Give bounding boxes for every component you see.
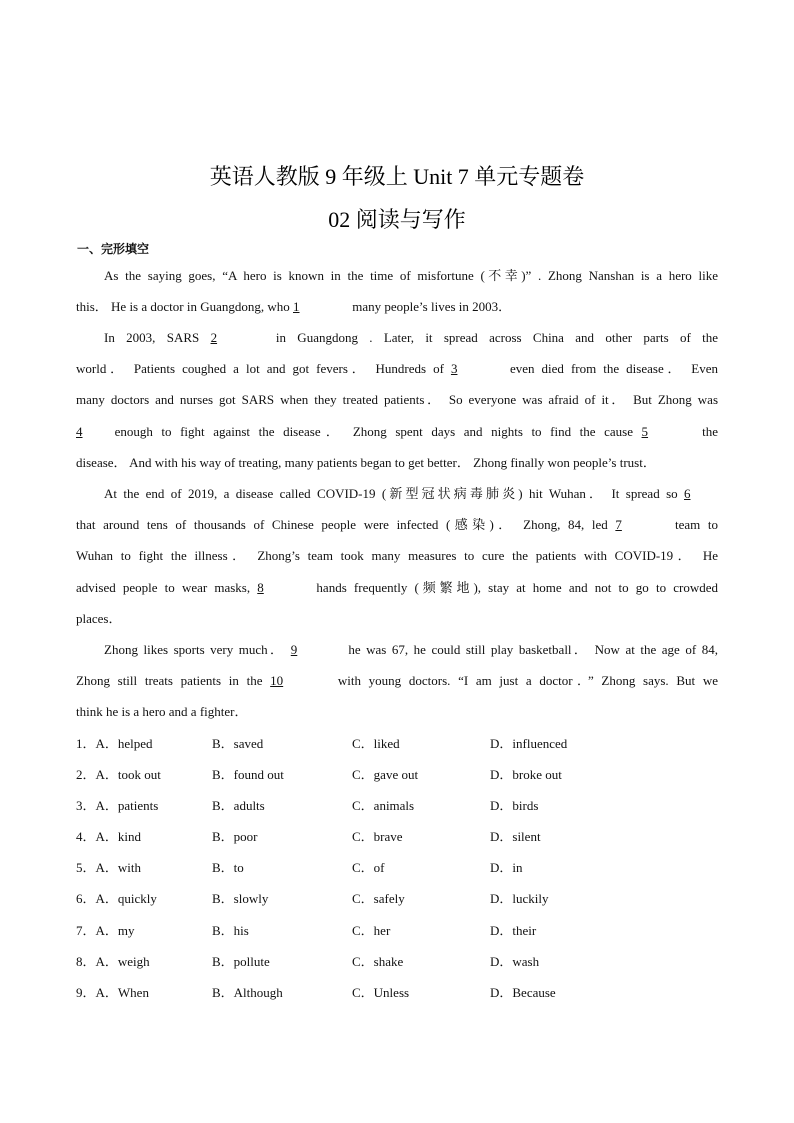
question-choice-a[interactable] — [76, 883, 157, 914]
blank-8[interactable]: 8 — [257, 579, 264, 595]
passage-paragraph-2 — [76, 322, 718, 478]
passage-text: advised people to wear masks, — [76, 579, 258, 595]
question-choice-c[interactable]: C．gave out — [352, 767, 419, 783]
passage-text: this． He is a doctor in Guangdong, who — [76, 299, 294, 315]
passage-text: Zhong still treats patients in the — [76, 673, 271, 689]
question-choice-a[interactable] — [76, 946, 150, 977]
question-number: 9． — [76, 984, 96, 1000]
question-choice-a[interactable] — [76, 821, 141, 852]
blank-10[interactable]: 10 — [270, 673, 284, 689]
passage-text: even died from the disease． Even — [502, 361, 719, 377]
question-choice-b[interactable]: B．Although — [212, 984, 283, 1000]
passage-text: enough to fight against the disease． Zhong spent days and nights to find the cause — [106, 423, 642, 439]
blank-3[interactable]: 3 — [450, 361, 458, 377]
question-choice-d[interactable]: D．their — [490, 922, 537, 938]
page-title: 英语人教版 9 年级上 Unit 7 单元专题卷 — [209, 164, 585, 189]
passage-paragraph-4 — [76, 634, 718, 728]
passage-line — [76, 634, 718, 665]
passage-line — [76, 416, 718, 447]
question-number: 5． — [76, 860, 96, 876]
question-choice-d[interactable]: D．in — [490, 860, 523, 876]
question-number: 2． — [76, 767, 96, 783]
question-choice-a[interactable] — [76, 915, 135, 946]
question-choice-c[interactable]: C．her — [352, 922, 391, 938]
choice-label: A．helped — [95, 736, 153, 751]
question-choice-d[interactable]: D．influenced — [490, 736, 568, 751]
question-number: 8． — [76, 953, 96, 969]
question-choice-c[interactable]: C．shake — [352, 953, 404, 969]
passage-text: world． Patients coughed a lot and got fevers． Hundreds of — [76, 361, 451, 377]
passage-paragraph-3 — [76, 478, 718, 634]
question-choice-a[interactable] — [76, 759, 161, 790]
question-number: 3． — [76, 798, 96, 814]
blank-1[interactable]: 1 — [293, 299, 300, 315]
passage-text: team to — [667, 517, 718, 533]
choice-label: A．weigh — [95, 953, 150, 969]
question-choice-b[interactable]: B．slowly — [212, 891, 269, 907]
passage-line — [76, 291, 718, 322]
passage-text: many people’s lives in 2003． — [349, 299, 512, 315]
question-choice-b[interactable]: B．to — [212, 860, 244, 876]
passage-text: in Guangdong . Later, it spread across China and other parts of the — [264, 330, 719, 345]
question-choice-d[interactable]: D．birds — [490, 798, 539, 814]
blank-5[interactable]: 5 — [641, 423, 649, 439]
blank-6[interactable]: 6 — [684, 486, 691, 501]
question-choice-b[interactable]: B．saved — [212, 736, 264, 751]
passage-text: In 2003, SARS — [104, 330, 211, 345]
section-heading: 一、完形填空 — [77, 242, 150, 256]
question-choice-a[interactable] — [76, 790, 158, 821]
passage-line — [76, 572, 718, 603]
question-choice-c[interactable]: C．Unless — [352, 984, 410, 1000]
passage-line — [76, 322, 718, 353]
passage-line: many doctors and nurses got SARS when they treated patients． So everyone was afraid of it． But Zhong was — [76, 392, 718, 408]
passage-text: hands frequently (频繁地), stay at home and not to go to crowded — [309, 579, 718, 595]
choice-label: A．quickly — [95, 891, 157, 907]
passage-text: the — [693, 423, 719, 439]
question-choice-d[interactable]: D．silent — [490, 829, 541, 845]
choice-label: A．took out — [95, 767, 161, 783]
passage-line: As the saying goes, “A hero is known in the time of misfortune (不幸)” . Zhong Nanshan is a hero like — [104, 268, 718, 283]
blank-9[interactable]: 9 — [290, 642, 298, 657]
question-choice-d[interactable]: D．Because — [490, 984, 556, 1000]
blank-4[interactable]: 4 — [76, 423, 83, 439]
passage-paragraph-1 — [76, 260, 718, 322]
choice-label: A．kind — [95, 829, 142, 845]
question-number: 4． — [76, 829, 96, 845]
passage-line: Wuhan to fight the illness． Zhong’s team took many measures to cure the patients with COVID-19． He — [76, 548, 718, 564]
blank-2[interactable]: 2 — [210, 330, 218, 345]
passage-text: he was 67, he could still play basketball． Now at the age of 84, — [342, 642, 718, 657]
choice-label: A．patients — [95, 798, 159, 814]
question-choice-b[interactable]: B．poor — [212, 829, 258, 845]
passage-line: disease． And with his way of treating, many patients began to get better． Zhong finally won people’s trust． — [76, 454, 656, 470]
question-choice-d[interactable]: D．luckily — [490, 891, 549, 907]
passage-line — [76, 353, 718, 384]
question-number: 1． — [76, 736, 96, 751]
passage-line: places． — [76, 610, 122, 626]
choice-label: A．my — [95, 922, 135, 938]
choice-label: A．When — [95, 984, 149, 1000]
question-choice-d[interactable]: D．wash — [490, 953, 540, 969]
choice-label: A．with — [95, 860, 142, 876]
question-number: 7． — [76, 922, 96, 938]
passage-line: think he is a hero and a fighter． — [76, 704, 248, 720]
question-choice-c[interactable]: C．brave — [352, 829, 403, 845]
question-choice-c[interactable]: C．liked — [352, 736, 400, 751]
question-choice-a[interactable] — [76, 977, 149, 1008]
question-choice-d[interactable]: D．broke out — [490, 767, 562, 783]
question-choice-c[interactable]: C．animals — [352, 798, 415, 814]
blank-7[interactable]: 7 — [615, 517, 622, 533]
question-choice-a[interactable] — [76, 728, 153, 759]
passage-text: with young doctors. “I am just a doctor．” Zhong says. But we — [330, 673, 718, 689]
question-number: 6． — [76, 891, 96, 907]
question-choice-b[interactable]: B．adults — [212, 798, 265, 814]
passage-text: Zhong likes sports very much． — [104, 642, 291, 657]
question-choice-b[interactable]: B．his — [212, 922, 249, 938]
passage-text: At the end of 2019, a disease called COVID-19 (新型冠状病毒肺炎) hit Wuhan． It spread so — [104, 486, 684, 501]
passage-line — [76, 509, 718, 540]
question-choice-b[interactable]: B．found out — [212, 767, 284, 783]
question-choice-a[interactable] — [76, 852, 141, 883]
passage-text: that around tens of thousands of Chinese people were infected (感染)． Zhong, 84, led — [76, 517, 616, 533]
page-subtitle: 02 阅读与写作 — [328, 207, 466, 232]
question-choice-c[interactable]: C．of — [352, 860, 385, 876]
passage-line — [76, 478, 718, 509]
passage-line — [76, 665, 718, 696]
question-choice-b[interactable]: B．pollute — [212, 953, 270, 969]
question-choice-c[interactable]: C．safely — [352, 891, 405, 907]
